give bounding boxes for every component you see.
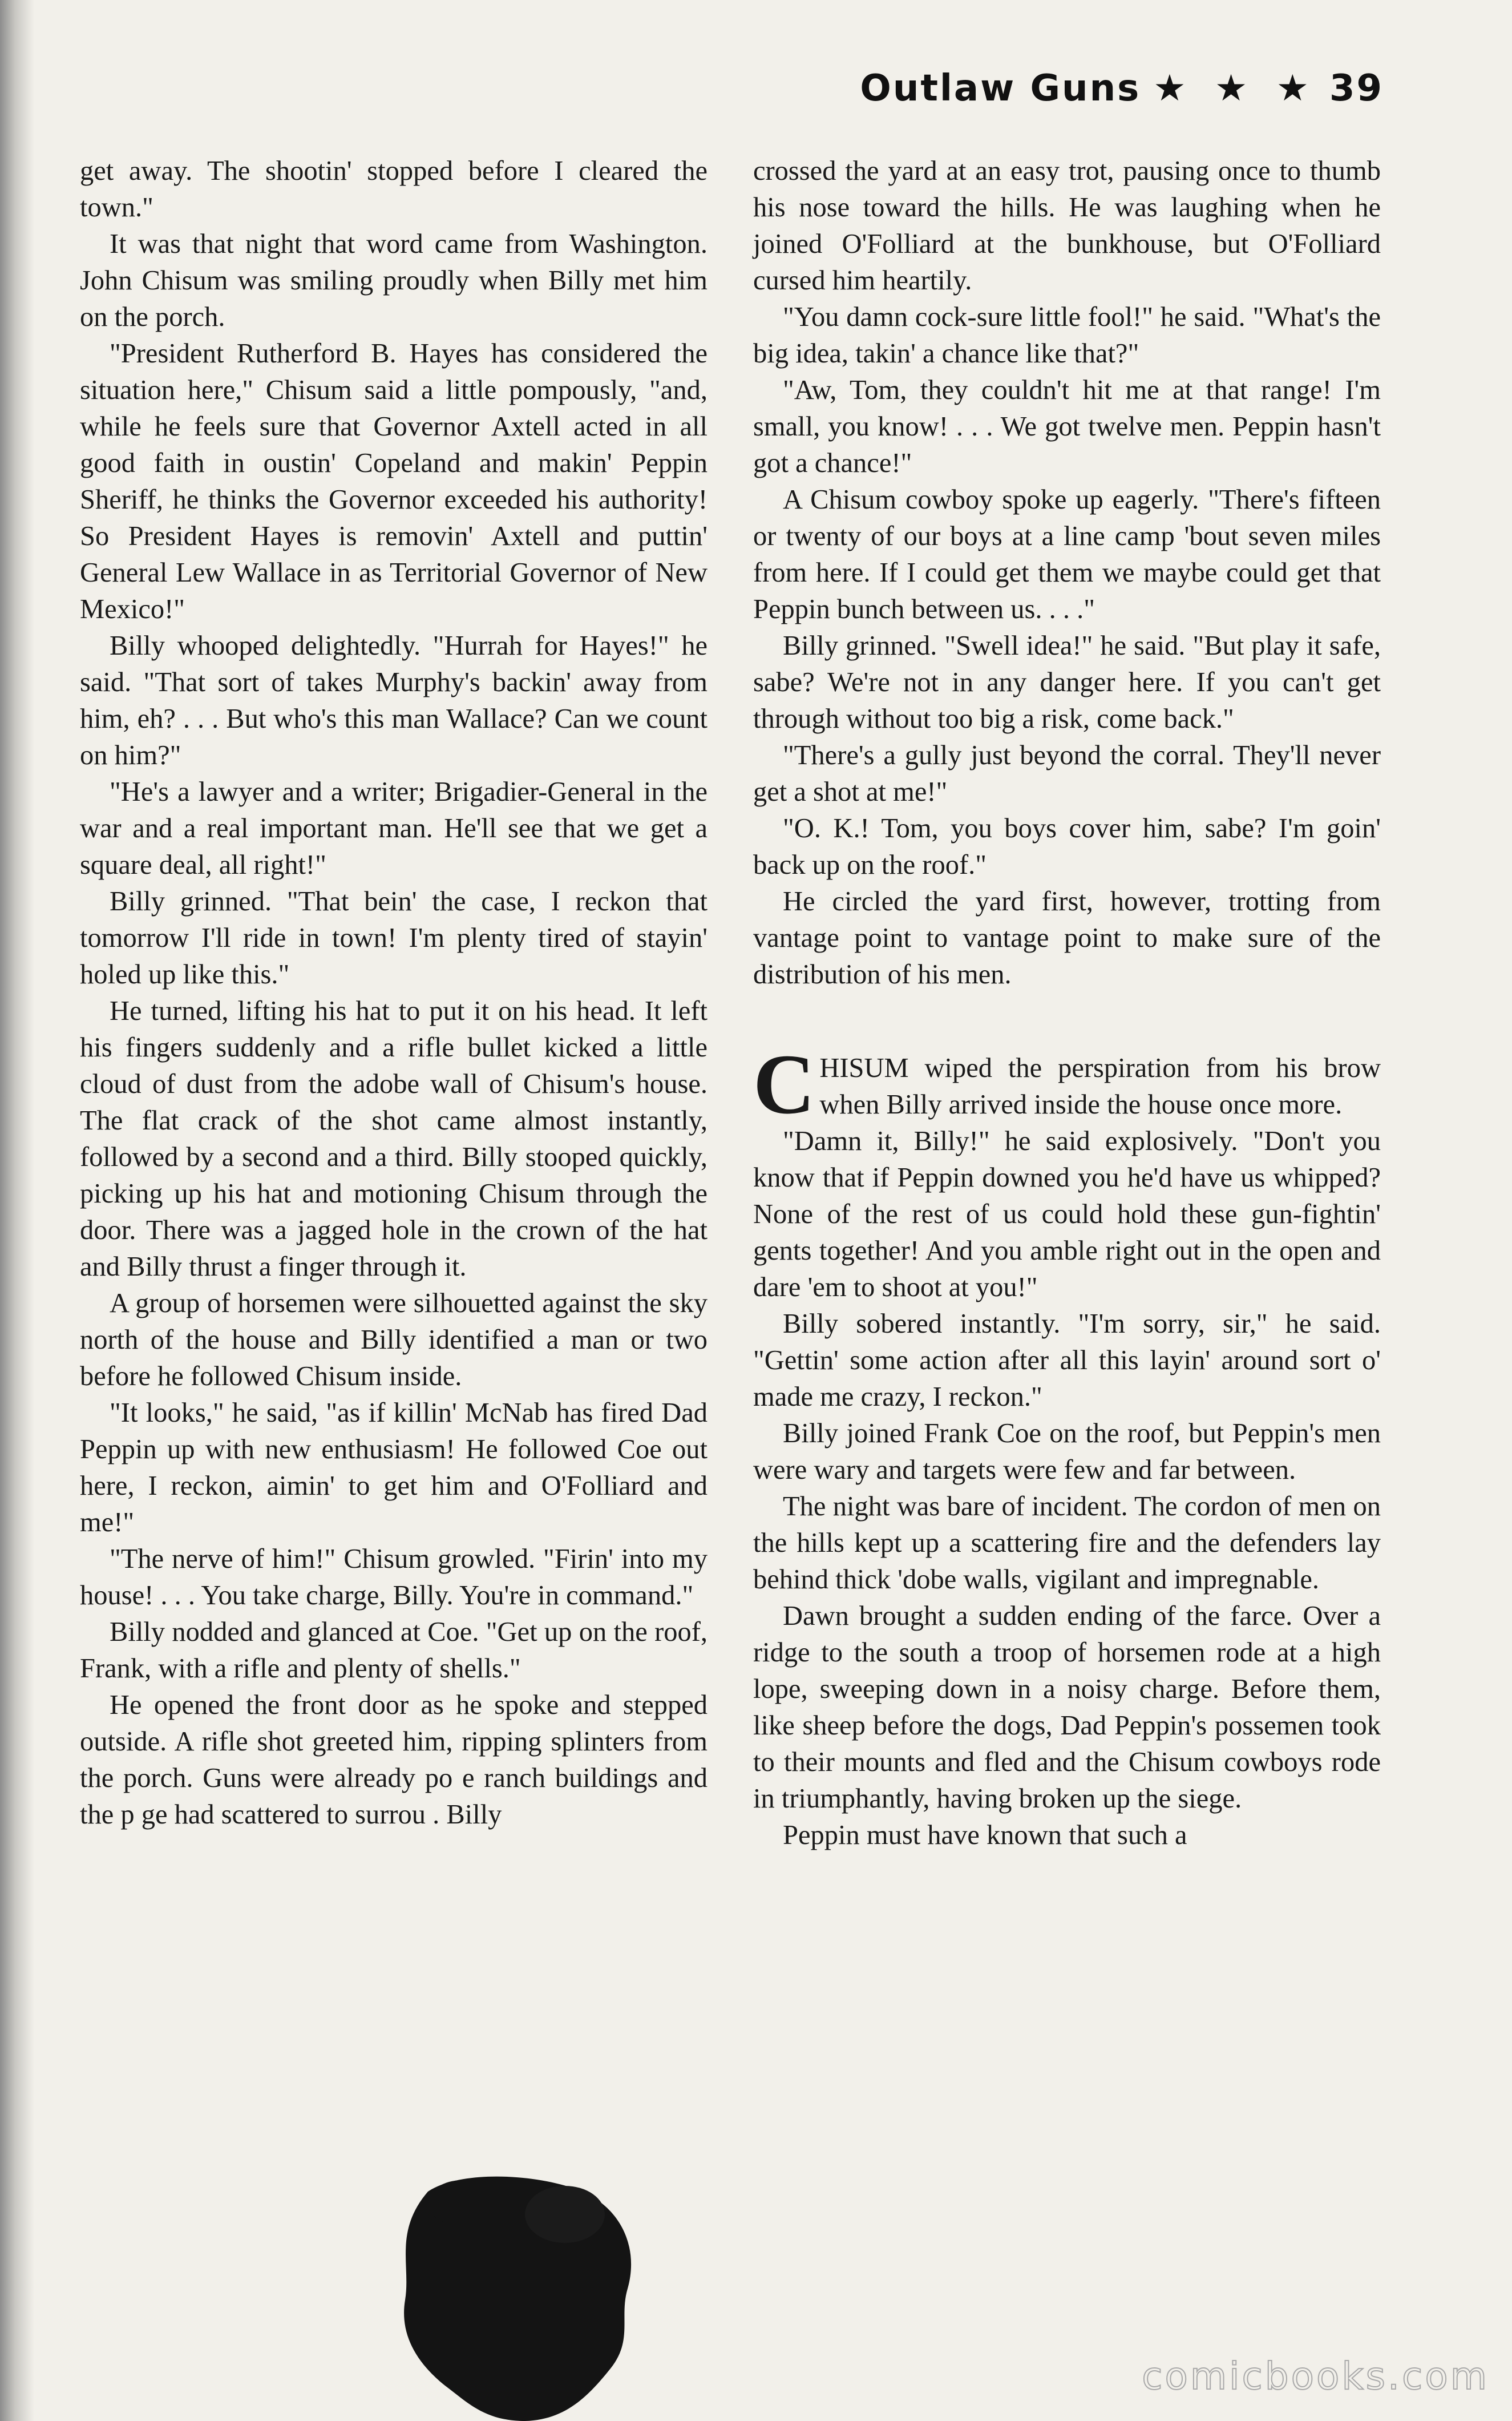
header-stars: ★ ★ ★: [1153, 67, 1317, 110]
ink-blot-stain: [394, 2169, 639, 2421]
running-header: [860, 67, 1384, 110]
paragraph: Billy whooped delightedly. "Hurrah for Hayes!" he said. "That sort of takes Murphy's backin' away from him, eh? . . . But who's this man Wallace? Can we count on him?": [80, 631, 708, 770]
section-opening-paragraph: [753, 1037, 1381, 1132]
paragraph: He opened the front door as he spoke and stepped outside. A rifle shot greeted him, ripping splinters from the porch. Guns were already po e ranch buildings and the p ge had scattered to surrou . Billy: [80, 1690, 708, 1830]
paragraph: He circled the yard first, however, trotting from vantage point to vantage point to make sure of the distribution of his men.: [753, 886, 1381, 990]
paragraph: "It looks," he said, "as if killin' McNab has fired Dad Peppin up with new enthusiasm! He followed Coe out here, I reckon, aimin' to get him and O'Folliard and me!": [80, 1398, 708, 1538]
paragraph: "You damn cock-sure little fool!" he said. "What's the big idea, takin' a chance like that?": [753, 302, 1381, 369]
watermark: comicbooks.com: [1142, 2354, 1489, 2398]
drop-cap: C: [753, 1037, 815, 1132]
paragraph: It was that night that word came from Washington. John Chisum was smiling proudly when Billy met him on the porch.: [80, 229, 708, 332]
page-number: 39: [1329, 67, 1384, 110]
paragraph: Billy grinned. "Swell idea!" he said. "But play it safe, sabe? We're not in any danger here. If you can't get through without too big a risk, come back.": [753, 631, 1381, 734]
paragraph: Billy nodded and glanced at Coe. "Get up on the roof, Frank, with a rifle and plenty of shells.": [80, 1617, 708, 1684]
paragraph: "Damn it, Billy!" he said explosively. "Don't you know that if Peppin downed you he'd have us whipped? None of the rest of us could hold these gun-fightin' gents together! And you amble right out in the open and dare 'em to shoot at you!": [753, 1126, 1381, 1302]
paragraph: Billy joined Frank Coe on the roof, but Peppin's men were wary and targets were few and far between.: [753, 1418, 1381, 1485]
paragraph: "O. K.! Tom, you boys cover him, sabe? I'm goin' back up on the roof.": [753, 813, 1381, 880]
paragraph: Billy grinned. "That bein' the case, I reckon that tomorrow I'll ride in town! I'm plenty tired of stayin' holed up like this.": [80, 886, 708, 990]
paragraph: "He's a lawyer and a writer; Brigadier-General in the war and a real important man. He'll see that we get a square deal, all right!": [80, 777, 708, 880]
paragraph: "President Rutherford B. Hayes has considered the situation here," Chisum said a little pompously, "and, while he feels sure that Governor Axtell acted in all good faith in oustin' Copeland and makin' Peppin Sheriff, he thinks the Governor exceeded his authority! So President Hayes is removin' Axtell and puttin' General Lew Wallace in as Territorial Governor of New Mexico!": [80, 338, 708, 624]
paragraph: get away. The shootin' stopped before I cleared the town.": [80, 156, 708, 223]
paragraph: A group of horsemen were silhouetted against the sky north of the house and Billy identified a man or two before he followed Chisum inside.: [80, 1288, 708, 1391]
paragraph: He turned, lifting his hat to put it on his head. It left his fingers suddenly and a rifle bullet kicked a little cloud of dust from the adobe wall of Chisum's house. The flat crack of the shot came almost instantly, followed by a second and a third. Billy stooped quickly, picking up his hat and motioning Chisum through the door. There was a jagged hole in the crown of the hat and Billy thrust a finger through it.: [80, 996, 708, 1282]
section-opening-text: HISUM wiped the perspiration from his brow when Billy arrived inside the house once more.: [819, 1053, 1381, 1120]
paragraph: "The nerve of him!" Chisum growled. "Firin' into my house! . . . You take charge, Billy. You're in command.": [80, 1544, 708, 1611]
paragraph: crossed the yard at an easy trot, pausing once to thumb his nose toward the hills. He was laughing when he joined O'Folliard at the bunkhouse, but O'Folliard cursed him heartily.: [753, 156, 1381, 296]
right-column: [753, 153, 1381, 1854]
left-column: [80, 153, 708, 1833]
header-title: Outlaw Guns: [860, 67, 1141, 110]
paragraph: A Chisum cowboy spoke up eagerly. "There's fifteen or twenty of our boys at a line camp 'bout seven miles from here. If I could get them we maybe could get that Peppin bunch between us. . . .": [753, 485, 1381, 624]
page-edge-shadow: [0, 0, 34, 2421]
paragraph: "There's a gully just beyond the corral. They'll never get a shot at me!": [753, 740, 1381, 807]
paragraph: Peppin must have known that such a: [783, 1820, 1187, 1850]
paragraph: Billy sobered instantly. "I'm sorry, sir," he said. "Gettin' some action after all this layin' around sort o' made me crazy, I reckon.": [753, 1309, 1381, 1412]
paragraph: Dawn brought a sudden ending of the farce. Over a ridge to the south a troop of horsemen rode at a high lope, sweeping down in a noisy charge. Before them, like sheep before the dogs, Dad Peppin's possemen took to their mounts and fled and the Chisum cowboys rode in triumphantly, having broken up the siege.: [753, 1601, 1381, 1814]
paragraph: The night was bare of incident. The cordon of men on the hills kept up a scattering fire and the defenders lay behind thick 'dobe walls, vigilant and impregnable.: [753, 1491, 1381, 1595]
paragraph: "Aw, Tom, they couldn't hit me at that range! I'm small, you know! . . . We got twelve men. Peppin hasn't got a chance!": [753, 375, 1381, 478]
